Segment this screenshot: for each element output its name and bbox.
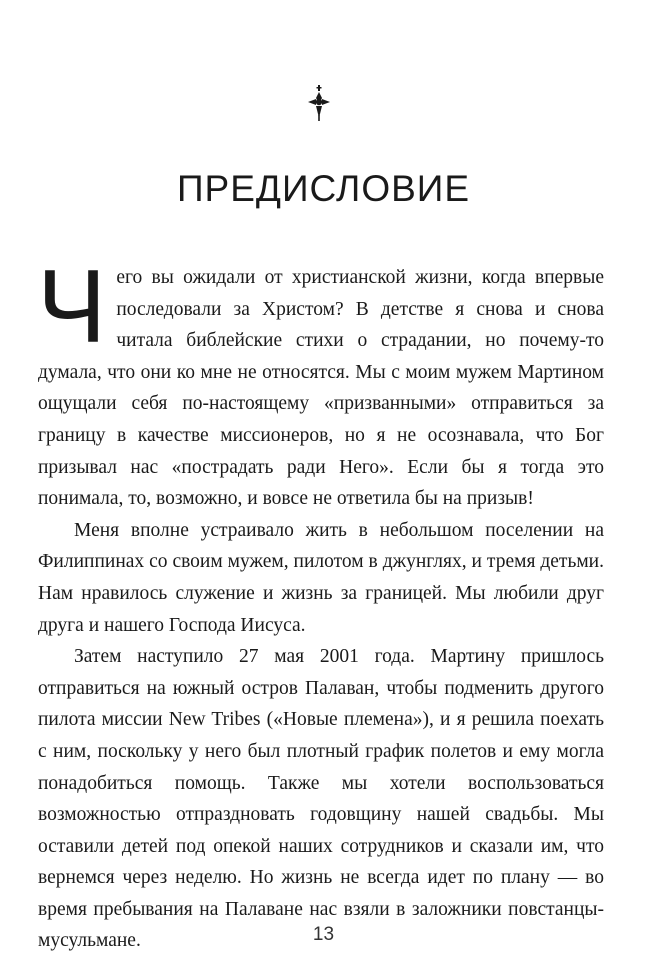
drop-cap: Ч <box>37 249 107 365</box>
body-text <box>37 249 604 957</box>
paragraph: Меня вполне устраивало жить в небольшом поселении на Филиппинах со своим мужем, пилотом в джунглях, и тремя детьми. Нам нравилось служение и жизнь за границей. Мы любили друг друга и нашего Господа Иисуса. <box>38 519 604 636</box>
cross-ornament-icon <box>306 85 332 121</box>
page-number: 13 <box>312 924 335 945</box>
paragraph: Затем наступило 27 мая 2001 года. Мартину пришлось отправиться на южный остров Палаван, чтобы подменить другого пилота миссии New Tribes («Новые племена»), и я решила поехать с ним, поскольку у него был плотный график полетов и ему могла понадобиться помощь. Также мы хотели воспользоваться возможностью отпраздновать годовщину нашей свадьбы. Мы оставили детей под опекой наших сотрудников и сказали им, что вернемся через неделю. Но жизнь не всегда идет по плану — во время пребывания на Палаване нас взяли в заложники повстанцы-мусульмане. <box>38 646 604 952</box>
chapter-title: ПРЕДИСЛОВИЕ <box>176 168 471 209</box>
paragraph-text: его вы ожидали от христианской жизни, когда впервые последовали за Христом? В детстве я снова и снова читала библейские стихи о страдании, но почему-то думала, что они ко мне не относятся. Мы с моим мужем Мартином ощущали себя по-настоящему «призванными» отправиться за границу в качестве миссионеров, но я не осознавала, что Бог призывал нас «пострадать ради Него». Если бы я тогда это понимала, то, возможно, и вовсе не ответила бы на призыв! <box>38 267 604 510</box>
paragraph <box>37 249 604 515</box>
